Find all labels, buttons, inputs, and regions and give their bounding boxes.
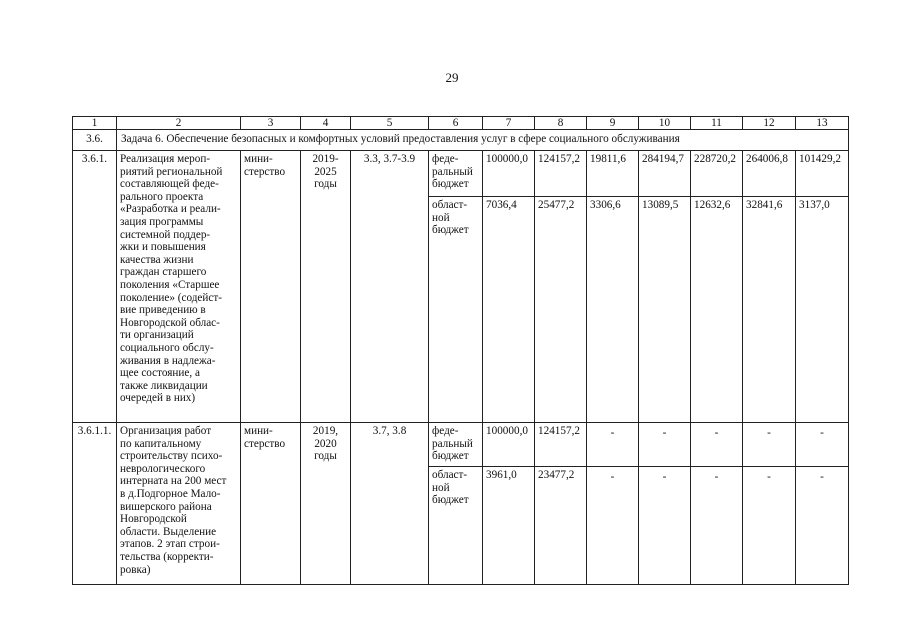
- column-number-10: 10: [639, 117, 691, 130]
- funding-value: 124157,2: [535, 423, 587, 467]
- column-number-7: 7: [483, 117, 535, 130]
- funding-value: 124157,2: [535, 151, 587, 197]
- funding-value: -: [743, 467, 796, 585]
- funding-source: феде- ральный бюджет: [429, 423, 483, 467]
- target-indicators: 3.3, 3.7-3.9: [351, 151, 429, 423]
- column-number-1: 1: [73, 117, 117, 130]
- program-table: [72, 116, 849, 585]
- funding-value: -: [743, 423, 796, 467]
- funding-value: 3306,6: [587, 197, 639, 423]
- column-number-11: 11: [691, 117, 743, 130]
- target-indicators: 3.7, 3.8: [351, 423, 429, 585]
- column-number-3: 3: [241, 117, 301, 130]
- funding-value: 228720,2: [691, 151, 743, 197]
- executor: мини- стерство: [241, 423, 301, 585]
- column-number-12: 12: [743, 117, 796, 130]
- funding-value: 23477,2: [535, 467, 587, 585]
- implementation-period: 2019, 2020 годы: [301, 423, 351, 585]
- funding-value: -: [587, 467, 639, 585]
- funding-value: 100000,0: [483, 151, 535, 197]
- measure-name: Реализация мероп- риятий региональной составляющей феде- рального проекта «Разработка и реали- зация программы системной поддер- жки и повышения качества жизни граждан старшего поколения «Старшее поколение» (содейст- вие приведению в Новгородской облас- ти организаций социального обслу- живания в надлежа- щее состояние, а также ликвидации очередей в них): [117, 151, 241, 423]
- measure-row: [73, 423, 849, 467]
- task-row: [73, 130, 849, 151]
- funding-value: 12632,6: [691, 197, 743, 423]
- funding-value: 100000,0: [483, 423, 535, 467]
- funding-value: 101429,2: [796, 151, 849, 197]
- funding-value: -: [639, 467, 691, 585]
- column-number-9: 9: [587, 117, 639, 130]
- funding-source: област- ной бюджет: [429, 467, 483, 585]
- funding-value: 264006,8: [743, 151, 796, 197]
- measure-row: [73, 151, 849, 197]
- task-number: 3.6.: [73, 130, 117, 151]
- measure-number: 3.6.1.1.: [73, 423, 117, 585]
- implementation-period: 2019- 2025 годы: [301, 151, 351, 423]
- column-number-13: 13: [796, 117, 849, 130]
- funding-value: 32841,6: [743, 197, 796, 423]
- column-number-8: 8: [535, 117, 587, 130]
- task-title: Задача 6. Обеспечение безопасных и комфортных условий предоставления услуг в сфере социального обслуживания: [117, 130, 849, 151]
- funding-value: 3961,0: [483, 467, 535, 585]
- page-number: 29: [445, 70, 459, 85]
- column-number-6: 6: [429, 117, 483, 130]
- funding-source: феде- ральный бюджет: [429, 151, 483, 197]
- funding-value: 7036,4: [483, 197, 535, 423]
- funding-value: -: [587, 423, 639, 467]
- executor: мини- стерство: [241, 151, 301, 423]
- funding-value: 25477,2: [535, 197, 587, 423]
- funding-value: -: [691, 467, 743, 585]
- column-number-row: [73, 117, 849, 130]
- funding-value: 19811,6: [587, 151, 639, 197]
- funding-value: -: [796, 467, 849, 585]
- funding-value: 284194,7: [639, 151, 691, 197]
- funding-value: -: [639, 423, 691, 467]
- funding-value: -: [691, 423, 743, 467]
- funding-value: 3137,0: [796, 197, 849, 423]
- column-number-4: 4: [301, 117, 351, 130]
- funding-value: 13089,5: [639, 197, 691, 423]
- column-number-5: 5: [351, 117, 429, 130]
- measure-number: 3.6.1.: [73, 151, 117, 423]
- funding-value: -: [796, 423, 849, 467]
- measure-name: Организация работ по капитальному строительству психо- неврологического интерната на 200 мест в д.Подгорное Мало- вишерского района Новгородской области. Выделение этапов. 2 этап строи- тельства (корректи- ровка): [117, 423, 241, 585]
- funding-source: област- ной бюджет: [429, 197, 483, 423]
- column-number-2: 2: [117, 117, 241, 130]
